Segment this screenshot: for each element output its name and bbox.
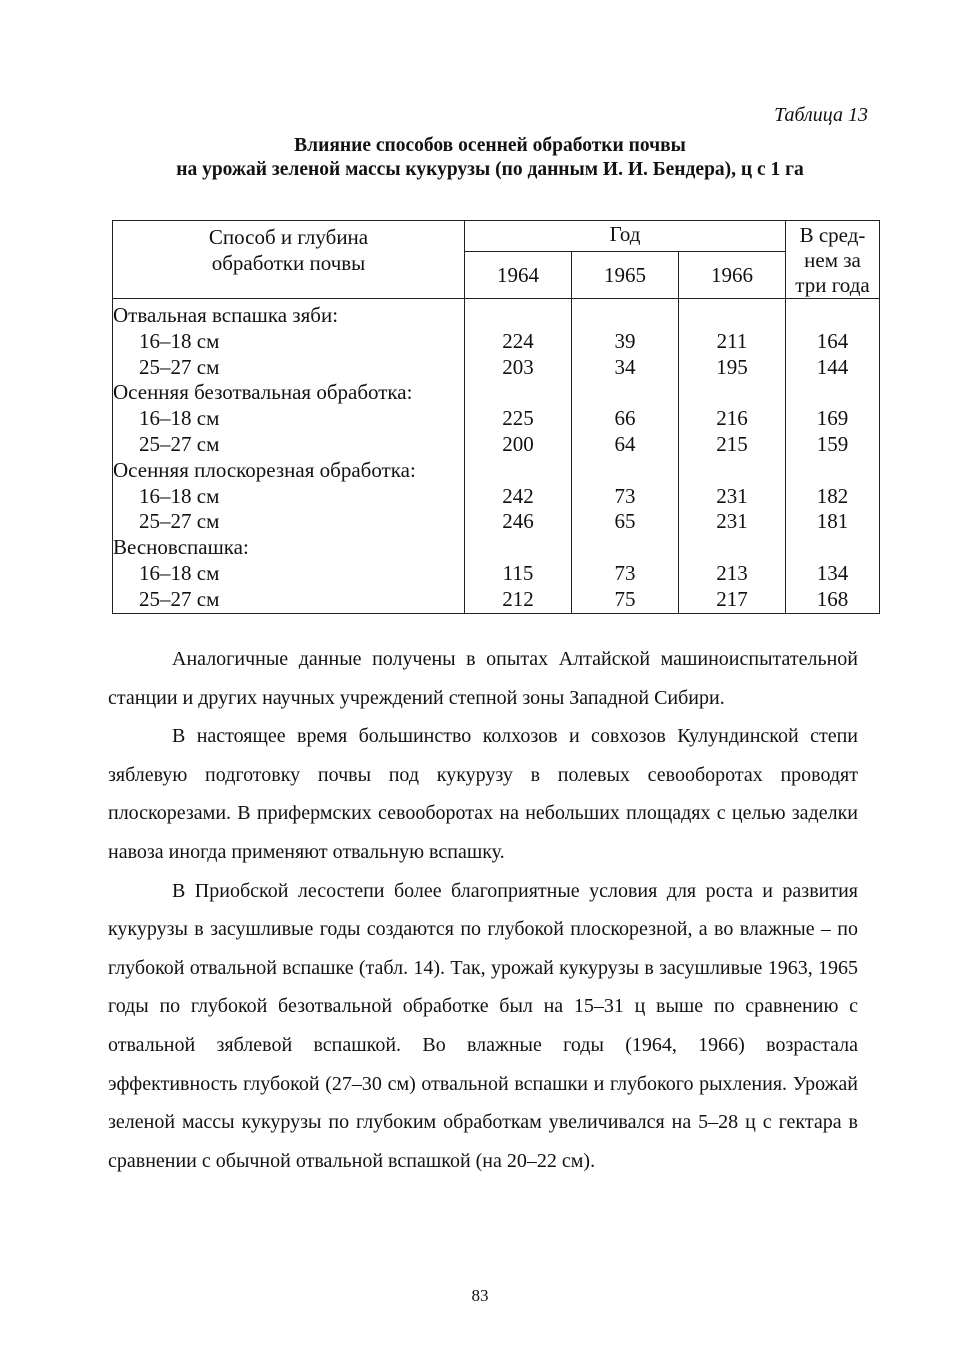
column-header-average [786, 221, 880, 299]
cell-empty [786, 299, 880, 329]
cell-1964: 212 [465, 587, 572, 613]
row-depth-label: 25–27 см [113, 355, 465, 381]
cell-empty [465, 299, 572, 329]
table-row [113, 355, 880, 381]
paragraph: Аналогичные данные получены в опытах Алтайской машиноиспытательной станции и других научных учреждений степной зоны Западной Сибири. [108, 648, 858, 709]
table-row [113, 432, 880, 458]
cell-empty [786, 535, 880, 561]
column-header-average-line-1: В сред- [799, 223, 866, 247]
cell-empty [786, 380, 880, 406]
cell-1966: 217 [679, 587, 786, 613]
cell-1965: 73 [572, 561, 679, 587]
table-row [113, 561, 880, 587]
column-header-average-line-3: три года [795, 273, 870, 297]
cell-empty [786, 458, 880, 484]
cell-1964: 242 [465, 484, 572, 510]
cell-average: 159 [786, 432, 880, 458]
row-depth-label: 16–18 см [113, 561, 465, 587]
row-depth-label: 16–18 см [113, 484, 465, 510]
table-row [113, 458, 880, 484]
table-title-line-2: на урожай зеленой массы кукурузы (по данным И. И. Бендера), ц с 1 га [176, 159, 804, 180]
cell-empty [679, 458, 786, 484]
cell-1964: 200 [465, 432, 572, 458]
cell-empty [679, 535, 786, 561]
cell-average: 134 [786, 561, 880, 587]
cell-empty [679, 380, 786, 406]
row-group-label: Отвальная вспашка зяби: [113, 299, 465, 329]
cell-1966: 211 [679, 329, 786, 355]
cell-empty [572, 380, 679, 406]
cell-1965: 64 [572, 432, 679, 458]
cell-average: 182 [786, 484, 880, 510]
table-row [113, 535, 880, 561]
cell-1965: 65 [572, 509, 679, 535]
column-header-method-line-1: Способ и глубина [208, 225, 369, 249]
cell-empty [572, 535, 679, 561]
row-depth-label: 25–27 см [113, 587, 465, 613]
column-header-1965: 1965 [572, 251, 679, 298]
cell-empty [679, 299, 786, 329]
cell-1966: 216 [679, 406, 786, 432]
cell-average: 169 [786, 406, 880, 432]
cell-1966: 231 [679, 484, 786, 510]
cell-1965: 73 [572, 484, 679, 510]
cell-average: 168 [786, 587, 880, 613]
column-header-1966: 1966 [679, 251, 786, 298]
table-header [113, 221, 880, 299]
column-header-1964: 1964 [465, 251, 572, 298]
cell-1964: 115 [465, 561, 572, 587]
cell-average: 144 [786, 355, 880, 381]
cell-1964: 246 [465, 509, 572, 535]
cell-1964: 224 [465, 329, 572, 355]
cell-1966: 215 [679, 432, 786, 458]
table-row [113, 509, 880, 535]
cell-1966: 195 [679, 355, 786, 381]
cell-empty [572, 299, 679, 329]
table-body [113, 299, 880, 614]
cell-average: 181 [786, 509, 880, 535]
cell-empty [465, 535, 572, 561]
cell-1965: 39 [572, 329, 679, 355]
row-depth-label: 25–27 см [113, 509, 465, 535]
cell-average: 164 [786, 329, 880, 355]
cell-empty [572, 458, 679, 484]
yield-table [112, 220, 880, 614]
table-number-label: Таблица 13 [774, 104, 868, 126]
column-header-method [113, 221, 465, 299]
table-row [113, 406, 880, 432]
paragraph: В настоящее время большинство колхозов и совхозов Кулундинской степи зяблевую подготовку почвы под кукурузу в полевых севооборотах проводят плоскорезами. В прифермских севооборотах на небольших площадях с целью заделки навоза иногда применяют отвальную вспашку. [108, 725, 858, 863]
table-title [100, 134, 880, 182]
table-row [113, 380, 880, 406]
column-header-method-line-2: обработки почвы [211, 251, 366, 275]
cell-1966: 231 [679, 509, 786, 535]
body-text [108, 640, 858, 1180]
cell-1966: 213 [679, 561, 786, 587]
table-row [113, 587, 880, 613]
table-row [113, 299, 880, 329]
paragraph: В Приобской лесостепи более благоприятные условия для роста и развития кукурузы в засушливые годы создаются по глубокой плоскорезной, а во влажные – по глубокой отвальной вспашке (табл. 14). Так, урожай кукурузы в засушливые 1963, 1965 годы по глубокой безотвальной обработке был на 15–31 ц выше по сравнению с отвальной зяблевой вспашкой. Во влажные годы (1964, 1966) возрастала эффективность глубокой (27–30 см) отвальной вспашки и глубокого рыхления. Урожай зеленой массы кукурузы по глубоким обработкам увеличивался на 5–28 ц с гектара в сравнении с обычной отвальной вспашкой (на 20–22 см). [108, 879, 858, 1172]
row-depth-label: 16–18 см [113, 406, 465, 432]
column-header-average-line-2: нем за [804, 248, 861, 272]
row-depth-label: 25–27 см [113, 432, 465, 458]
row-group-label: Весновспашка: [113, 535, 465, 561]
row-depth-label: 16–18 см [113, 329, 465, 355]
cell-1965: 34 [572, 355, 679, 381]
row-group-label: Осенняя плоскорезная обработка: [113, 458, 465, 484]
cell-empty [465, 458, 572, 484]
column-header-year-group: Год [465, 221, 786, 252]
row-group-label: Осенняя безотвальная обработка: [113, 380, 465, 406]
table-row [113, 329, 880, 355]
cell-1965: 75 [572, 587, 679, 613]
cell-1964: 203 [465, 355, 572, 381]
cell-empty [465, 380, 572, 406]
cell-1965: 66 [572, 406, 679, 432]
table-row [113, 484, 880, 510]
page-number: 83 [471, 1286, 489, 1305]
cell-1964: 225 [465, 406, 572, 432]
table-title-line-1: Влияние способов осенней обработки почвы [294, 135, 686, 156]
